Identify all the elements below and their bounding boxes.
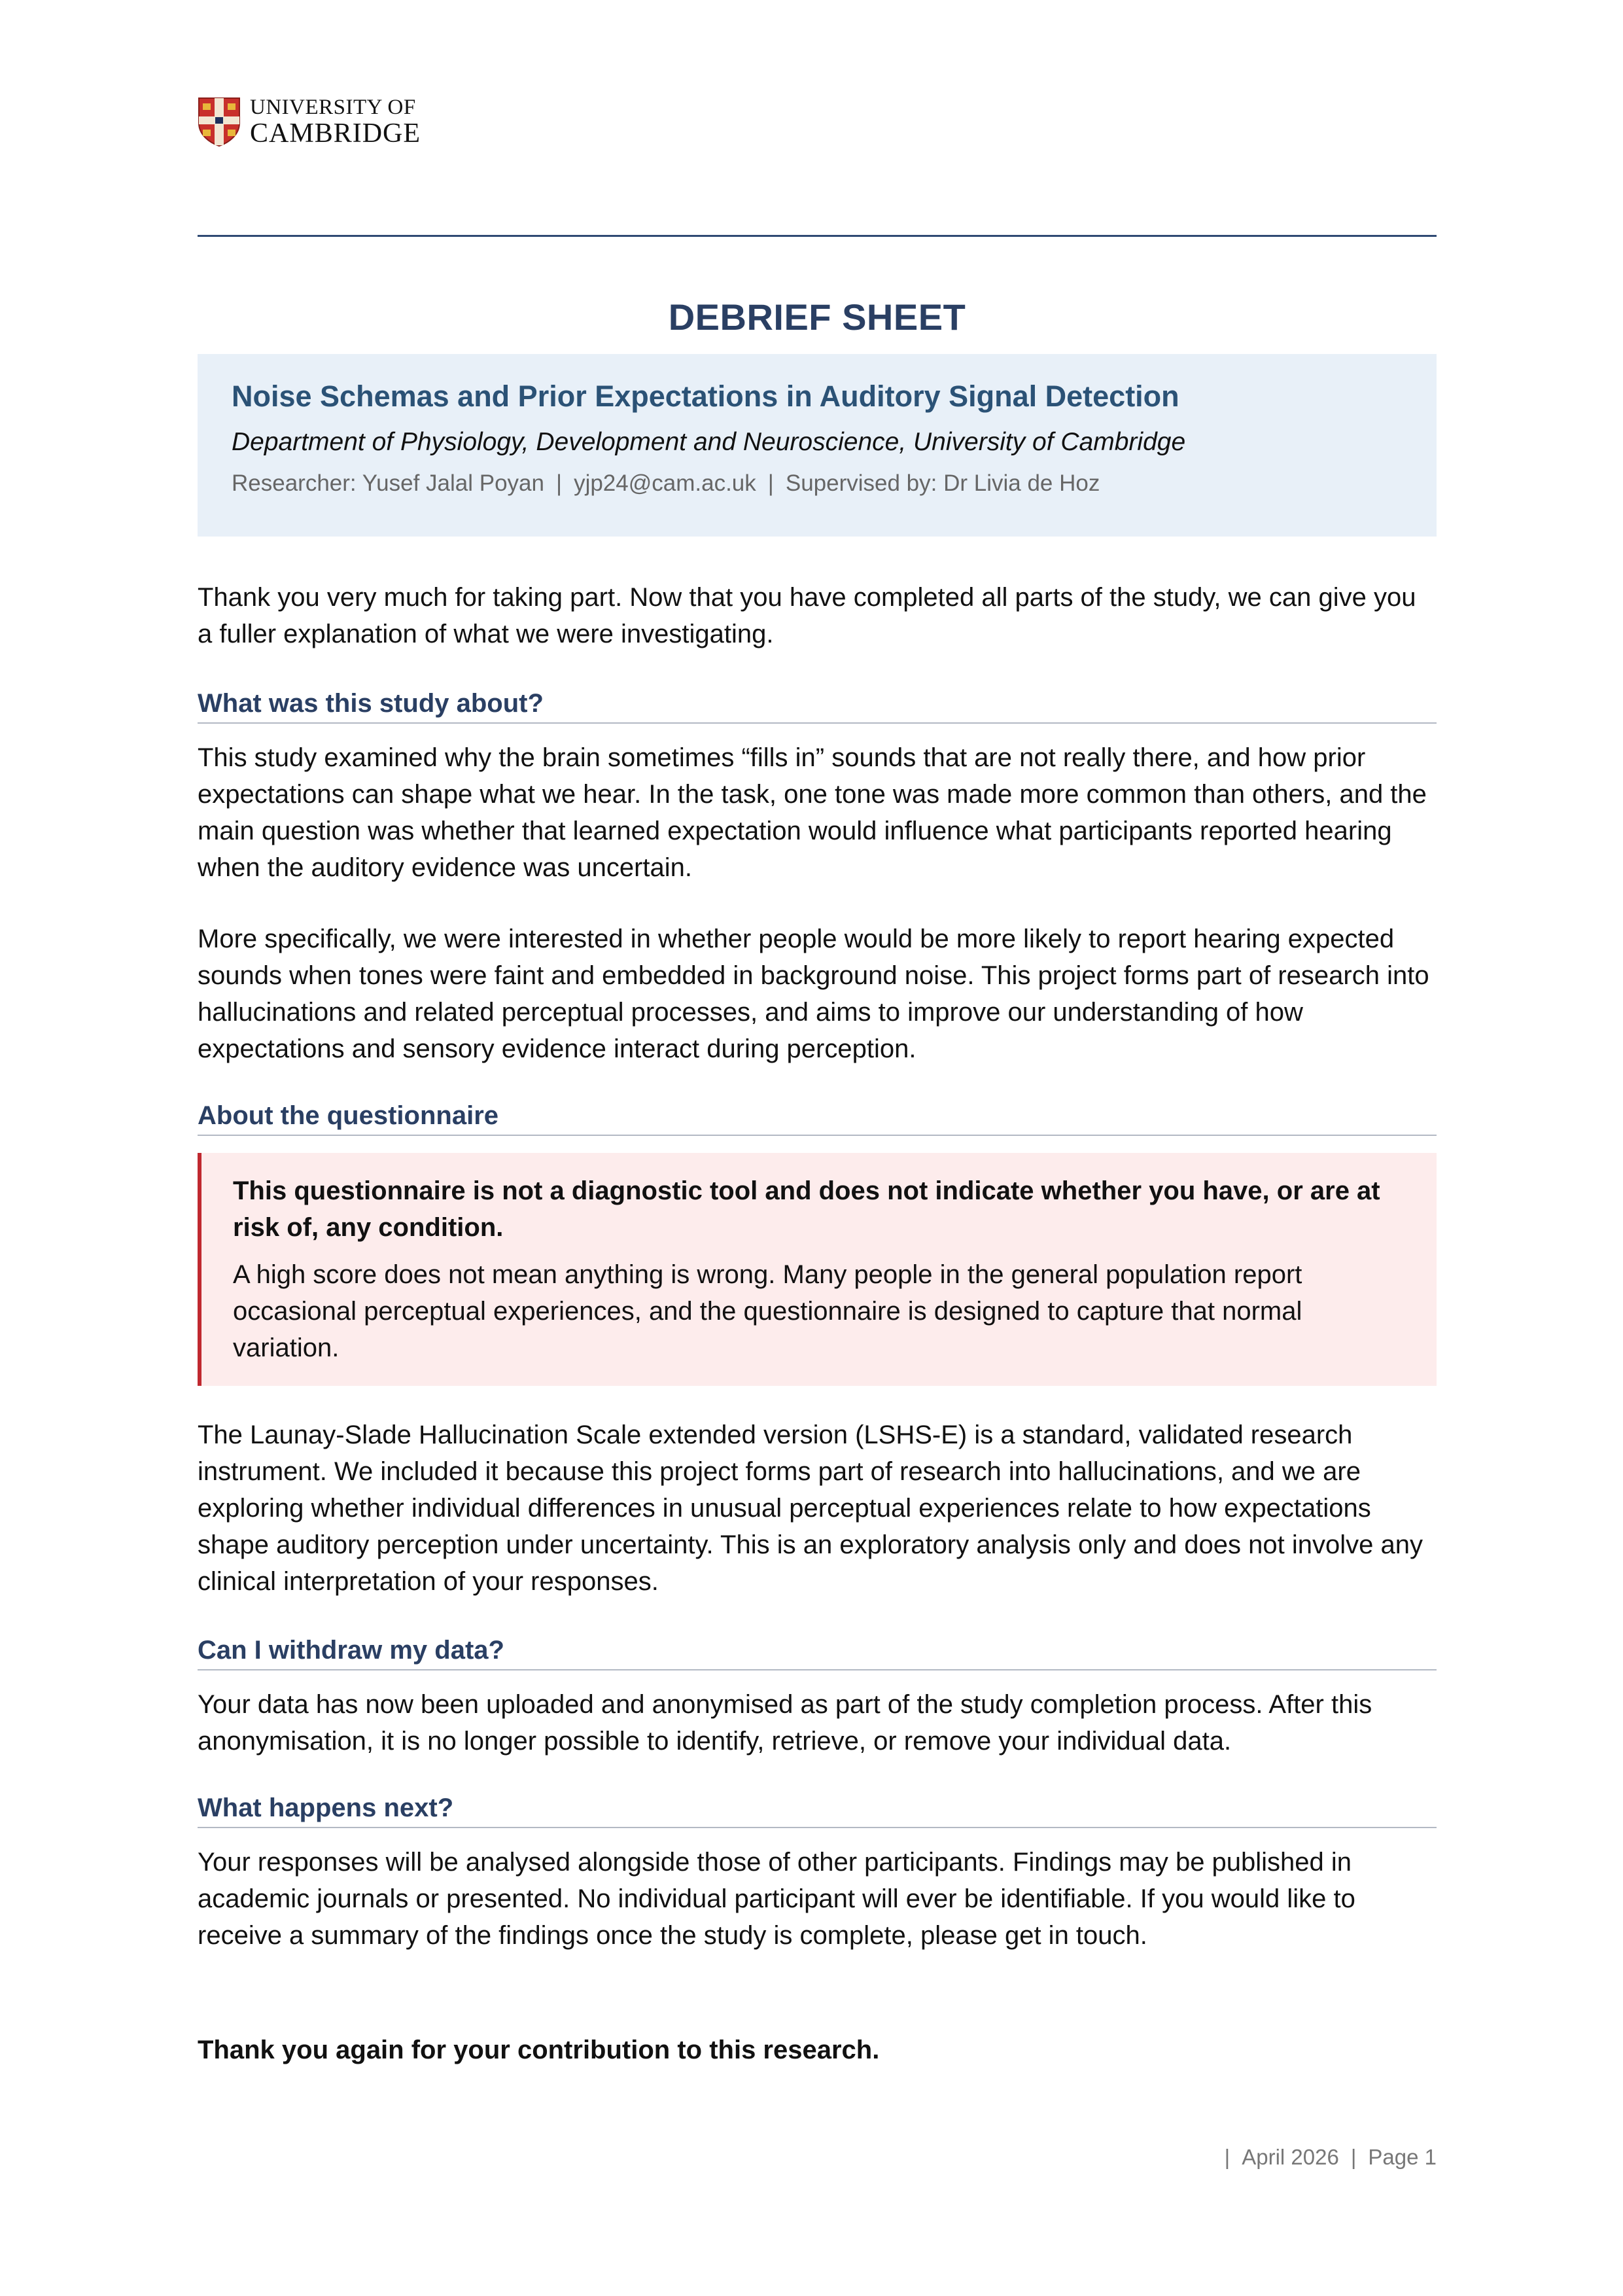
header-divider bbox=[198, 235, 1437, 237]
logo-line-cambridge: CAMBRIDGE bbox=[250, 118, 421, 149]
closing-statement: Thank you again for your contribution to this research. bbox=[198, 2036, 880, 2064]
intro-paragraph-block bbox=[198, 579, 1437, 652]
intro-paragraph: Thank you very much for taking part. Now that you have completed all parts of the study, we can give you a fuller explanation of what we were investigating. bbox=[198, 583, 1416, 648]
university-logo bbox=[198, 96, 421, 148]
about-study-paragraph-1: This study examined why the brain sometimes “fills in” sounds that are not really there, and how prior expectations can shape what we hear. In the task, one tone was made more common than others, and the main question was whether that learned expectation would influence what participants reported hearing when the auditory evidence was uncertain. bbox=[198, 743, 1427, 882]
cambridge-shield-icon bbox=[198, 97, 241, 147]
questionnaire-paragraph: The Launay-Slade Hallucination Scale extended version (LSHS-E) is a standard, validated research instrument. We included it because this project forms part of research into hallucinations, and we are exploring whether individual differences in unusual perceptual experiences relate to how expectations shape auditory perception under uncertainty. This is an exploratory analysis only and does not involve any clinical interpretation of your responses. bbox=[198, 1421, 1423, 1596]
separator: | bbox=[1350, 2145, 1357, 2169]
researcher-name: Researcher: Yusef Jalal Poyan bbox=[232, 470, 544, 496]
page-footer bbox=[1213, 2145, 1437, 2170]
disclaimer-bold: This questionnaire is not a diagnostic tool and does not indicate whether you have, or are at risk of, any condition. bbox=[233, 1176, 1380, 1242]
separator: | bbox=[767, 470, 774, 496]
disclaimer-box bbox=[198, 1153, 1437, 1386]
footer-date: April 2026 bbox=[1242, 2145, 1339, 2169]
withdraw-paragraph: Your data has now been uploaded and anonymised as part of the study completion process. After this anonymisation, it is no longer possible to identify, retrieve, or remove your individual data. bbox=[198, 1690, 1372, 1756]
about-study-p1-block bbox=[198, 739, 1437, 886]
separator: | bbox=[1224, 2145, 1230, 2169]
document-page bbox=[198, 0, 1437, 2296]
department-line: Department of Physiology, Development and Neuroscience, University of Cambridge bbox=[232, 428, 1186, 456]
next-paragraph: Your responses will be analysed alongside those of other participants. Findings may be published in academic journals or presented. No individual participant will ever be identifiable. If you would like to receive a summary of the findings once the study is complete, please get in touch. bbox=[198, 1848, 1355, 1950]
supervisor-name: Supervised by: Dr Livia de Hoz bbox=[785, 470, 1100, 496]
about-study-p2-block bbox=[198, 921, 1437, 1067]
section-heading-next: What happens next? bbox=[198, 1792, 1437, 1828]
disclaimer-body: A high score does not mean anything is wrong. Many people in the general population report occasional perceptual experiences, and the questionnaire is designed to capture that normal variation. bbox=[233, 1260, 1302, 1362]
section-heading-about-study: What was this study about? bbox=[198, 687, 1437, 724]
logo-line-university: UNIVERSITY OF bbox=[250, 95, 416, 119]
about-study-paragraph-2: More specifically, we were interested in whether people would be more likely to report hearing expected sounds when tones were faint and embedded in background noise. This project forms part of research into hallucinations and related perceptual processes, and aims to improve our understanding of how expectations and sensory evidence interact during perception. bbox=[198, 925, 1429, 1063]
section-heading-questionnaire: About the questionnaire bbox=[198, 1099, 1437, 1136]
study-title: Noise Schemas and Prior Expectations in Auditory Signal Detection bbox=[232, 380, 1179, 413]
footer-page-number: Page 1 bbox=[1368, 2145, 1437, 2169]
document-title: DEBRIEF SHEET bbox=[668, 296, 966, 338]
separator: | bbox=[555, 470, 563, 496]
researcher-email[interactable]: yjp24@cam.ac.uk bbox=[574, 470, 756, 496]
withdraw-p1-block bbox=[198, 1686, 1437, 1759]
questionnaire-p1-block bbox=[198, 1417, 1437, 1600]
researcher-line bbox=[232, 470, 1437, 497]
next-p1-block bbox=[198, 1844, 1437, 1954]
section-heading-withdraw: Can I withdraw my data? bbox=[198, 1634, 1437, 1670]
study-info-box bbox=[198, 354, 1437, 537]
